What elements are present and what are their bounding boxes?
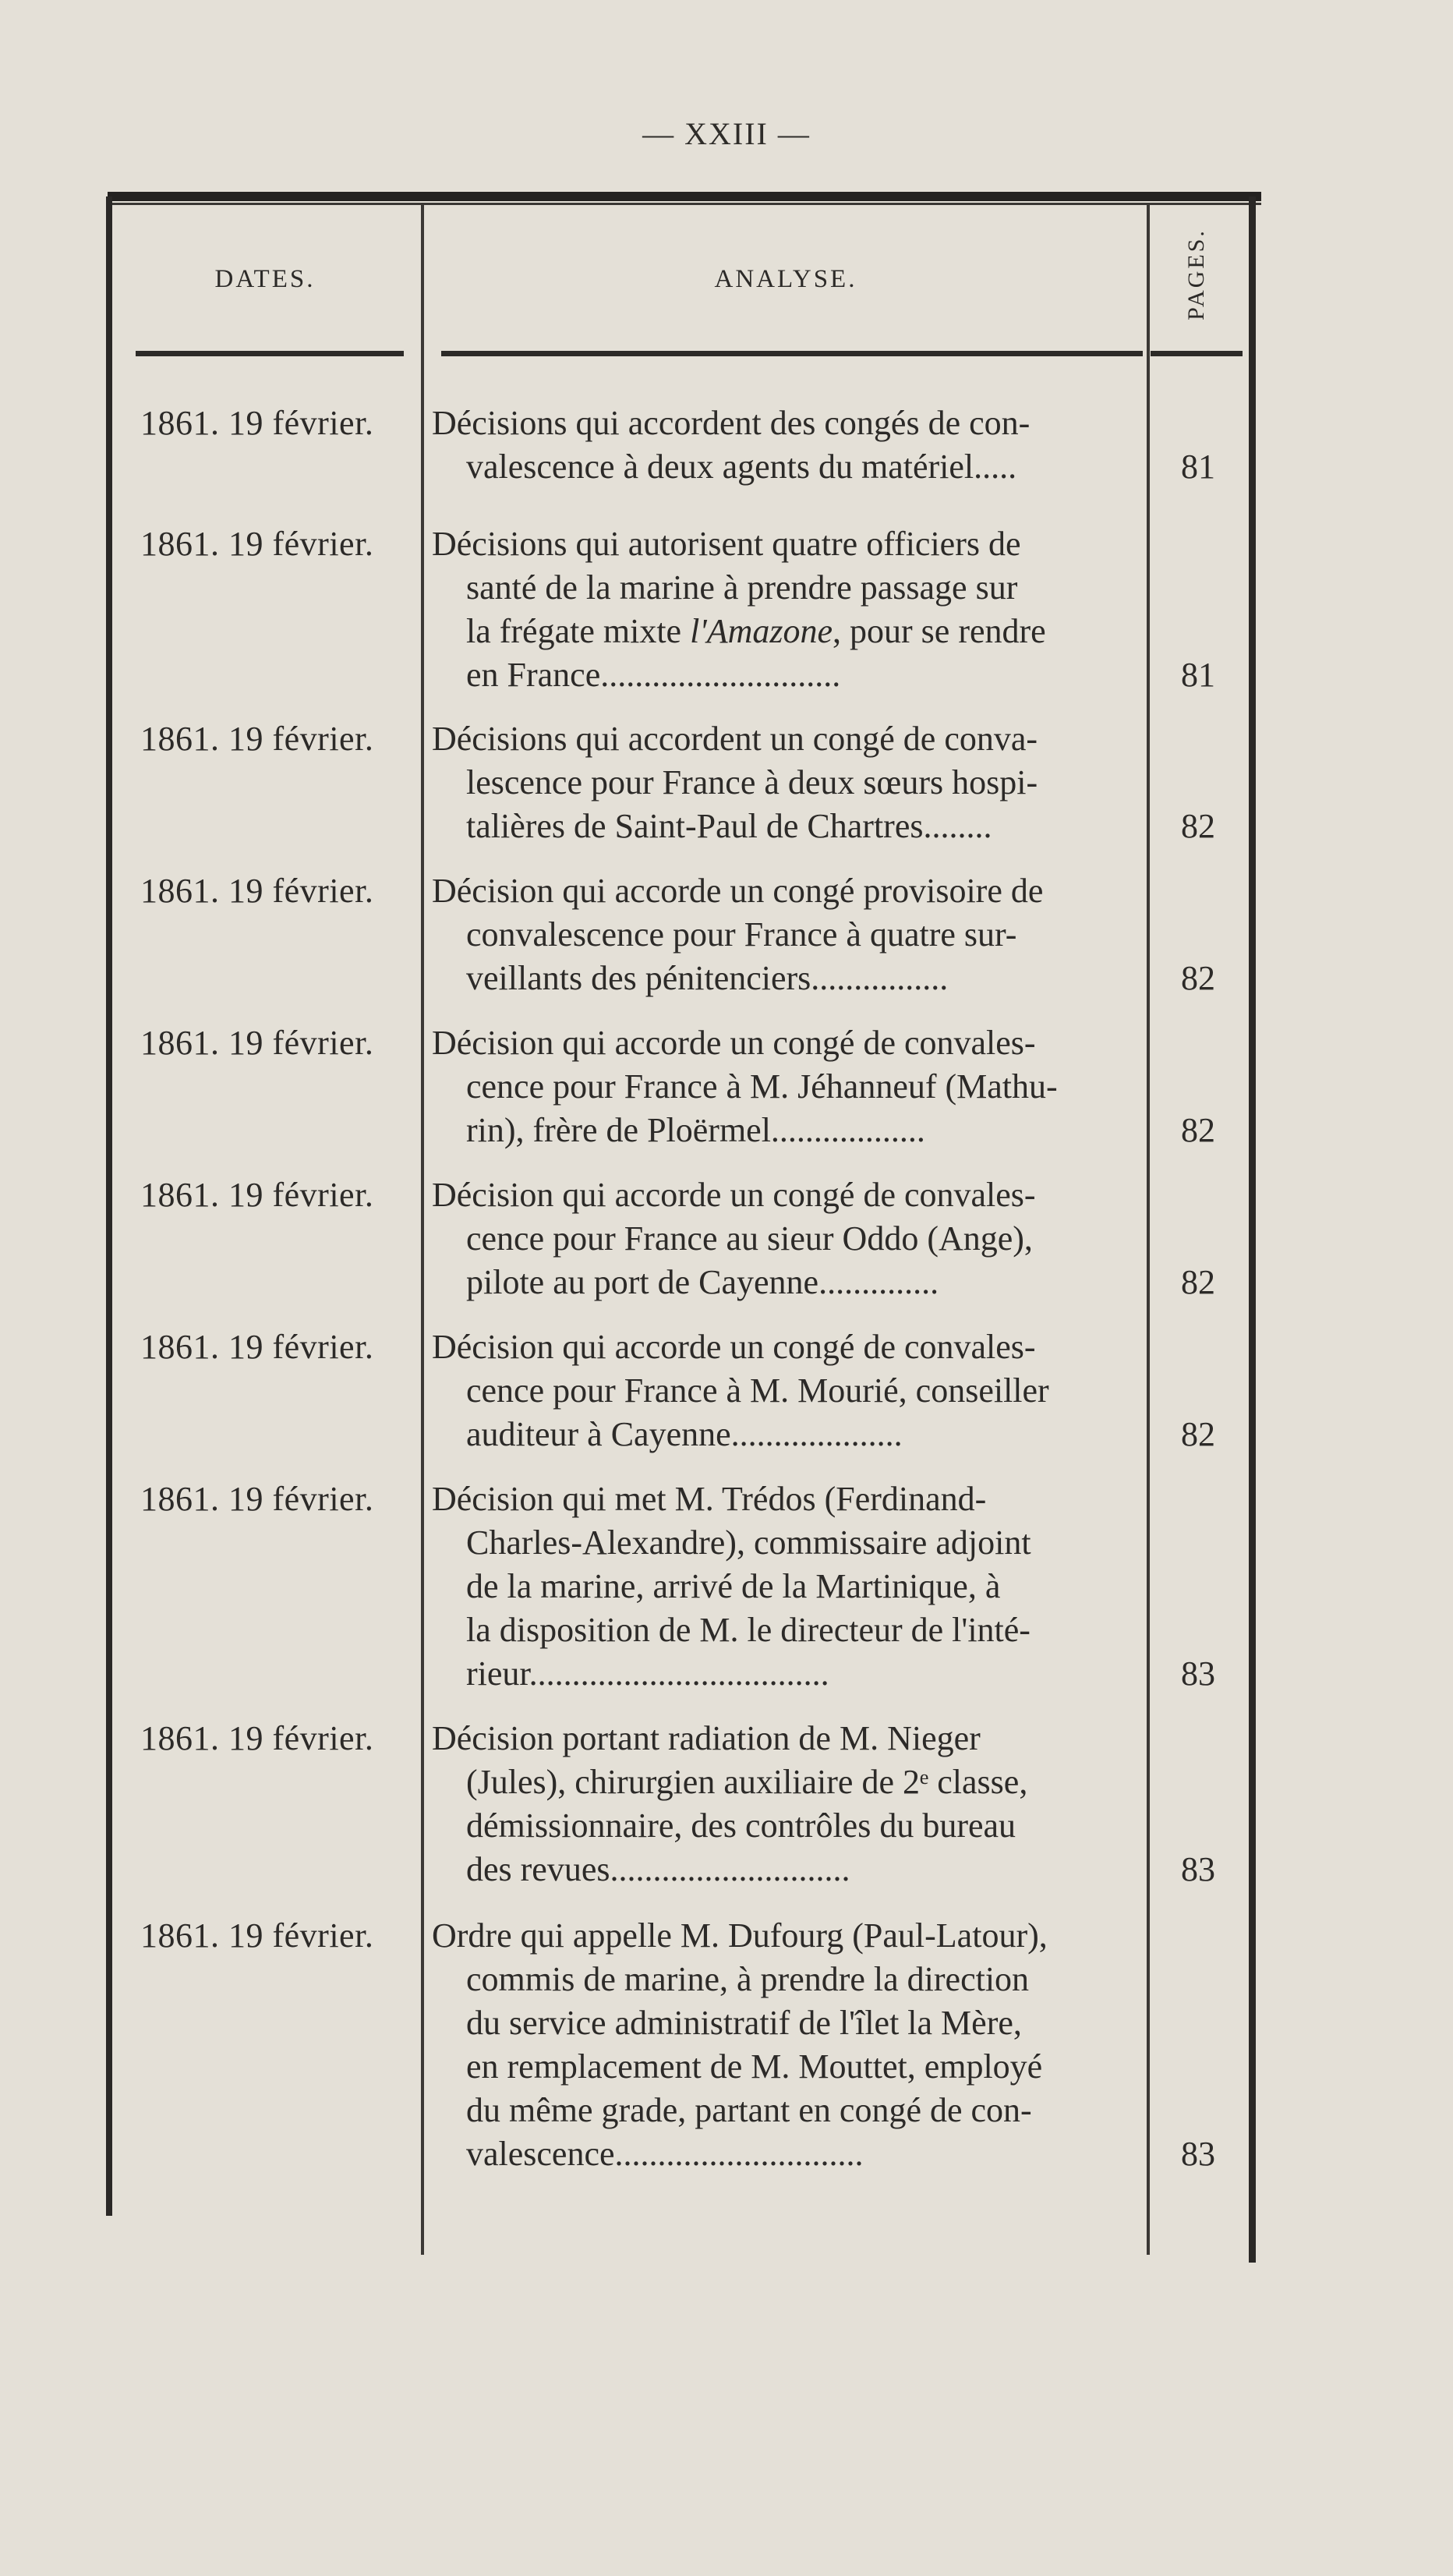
entry-page-number: 82 <box>1181 959 1215 997</box>
entry-page-number: 82 <box>1181 1415 1215 1453</box>
table-top-rule <box>108 192 1261 201</box>
entry-line: (Jules), chirurgien auxiliaire de 2ᵉ classe, <box>466 1763 1028 1801</box>
entry-line: démissionnaire, des contrôles du bureau <box>466 1806 1016 1845</box>
entry-date: 1861. 19 février. <box>140 1328 374 1366</box>
entry-line: pilote au port de Cayenne.............. <box>466 1263 939 1301</box>
entry-date: 1861. 19 février. <box>140 525 374 563</box>
entry-line: lescence pour France à deux sœurs hospi- <box>466 763 1038 801</box>
entry-line: Décisions qui accordent des congés de con- <box>432 404 1031 442</box>
entry-line: cence pour France à M. Mourié, conseiller <box>466 1371 1049 1410</box>
entry-line: cence pour France à M. Jéhanneuf (Mathu- <box>466 1067 1058 1106</box>
column-header-pages-label: PAGES. <box>1183 228 1209 320</box>
entry-page-number: 83 <box>1181 1850 1215 1888</box>
column-header-analyse: ANALYSE. <box>714 265 857 293</box>
entry-line: Décisions qui accordent un congé de conva- <box>432 720 1038 758</box>
entry-line: rin), frère de Ploërmel.................. <box>466 1111 925 1149</box>
entry-line: commis de marine, à prendre la direction <box>466 1960 1030 1998</box>
entry-line: rieur................................... <box>466 1654 829 1693</box>
entry-line: Décision qui accorde un congé de convales- <box>432 1024 1036 1062</box>
entry-date: 1861. 19 février. <box>140 872 374 910</box>
entry-line: valescence............................. <box>466 2135 864 2173</box>
entry-line: Décision qui accorde un congé provisoire de <box>432 872 1044 910</box>
entry-analysis <box>432 402 1143 489</box>
entry-line: Décision portant radiation de M. Nieger <box>432 1719 981 1757</box>
entry-date: 1861. 19 février. <box>140 1176 374 1214</box>
entry-line: du service administratif de l'îlet la Mère, <box>466 2004 1022 2042</box>
header-rule-pages <box>1151 351 1243 356</box>
entry-page-number: 83 <box>1181 2135 1215 2173</box>
entry-analysis <box>432 1717 1143 1891</box>
entry-date: 1861. 19 février. <box>140 1916 374 1955</box>
header-rule-dates <box>136 351 404 356</box>
entry-analysis <box>432 1477 1143 1696</box>
entry-analysis <box>432 717 1143 848</box>
entry-analysis <box>432 1021 1143 1152</box>
entry-line: des revues............................ <box>466 1850 850 1888</box>
entry-page-number: 82 <box>1181 807 1215 845</box>
entry-line: convalescence pour France à quatre sur- <box>466 915 1017 954</box>
entry-line: en France............................ <box>466 656 841 694</box>
entry-line: veillants des pénitenciers................ <box>466 959 949 997</box>
table-top-rule-thin <box>108 203 1261 205</box>
entry-line: valescence à deux agents du matériel..... <box>466 448 1017 486</box>
entry-line: du même grade, partant en congé de con- <box>466 2091 1032 2129</box>
table-left-border <box>106 196 112 2216</box>
entry-line: Décision qui met M. Trédos (Ferdinand- <box>432 1480 987 1518</box>
entry-line: la frégate mixte l'Amazone, pour se rendre <box>466 612 1046 650</box>
entry-analysis <box>432 869 1143 1000</box>
entry-date: 1861. 19 février. <box>140 1024 374 1062</box>
entry-date: 1861. 19 février. <box>140 1719 374 1757</box>
entry-line: talières de Saint-Paul de Chartres........ <box>466 807 992 845</box>
entry-line: Décisions qui autorisent quatre officiers de <box>432 525 1021 563</box>
entry-analysis <box>432 1173 1143 1304</box>
entry-page-number: 83 <box>1181 1654 1215 1693</box>
entry-page-number: 81 <box>1181 656 1215 694</box>
entry-line: la disposition de M. le directeur de l'inté- <box>466 1611 1031 1649</box>
table-right-border <box>1249 196 1256 2263</box>
column-header-dates: DATES. <box>214 265 316 293</box>
entry-analysis <box>432 1914 1143 2176</box>
entry-line: cence pour France au sieur Oddo (Ange), <box>466 1219 1033 1258</box>
entry-line: Charles-Alexandre), commissaire adjoint <box>466 1523 1031 1562</box>
entry-date: 1861. 19 février. <box>140 720 374 758</box>
entry-line: de la marine, arrivé de la Martinique, à <box>466 1567 1001 1605</box>
entry-line: Décision qui accorde un congé de convales- <box>432 1176 1036 1214</box>
column-divider-pages <box>1147 204 1150 2255</box>
entry-line: santé de la marine à prendre passage sur <box>466 568 1018 607</box>
entry-line: Ordre qui appelle M. Dufourg (Paul-Latour), <box>432 1916 1048 1955</box>
entry-line: en remplacement de M. Mouttet, employé <box>466 2047 1043 2086</box>
entry-analysis <box>432 522 1143 697</box>
page-folio: — XXIII — <box>642 116 811 151</box>
entry-page-number: 82 <box>1181 1263 1215 1301</box>
entry-date: 1861. 19 février. <box>140 404 374 442</box>
entry-analysis <box>432 1325 1143 1456</box>
entry-line: Décision qui accorde un congé de convales- <box>432 1328 1036 1366</box>
header-rule-analyse <box>441 351 1143 356</box>
entry-page-number: 82 <box>1181 1111 1215 1149</box>
entry-page-number: 81 <box>1181 448 1215 486</box>
entry-date: 1861. 19 février. <box>140 1480 374 1518</box>
entry-line: auditeur à Cayenne.................... <box>466 1415 903 1453</box>
